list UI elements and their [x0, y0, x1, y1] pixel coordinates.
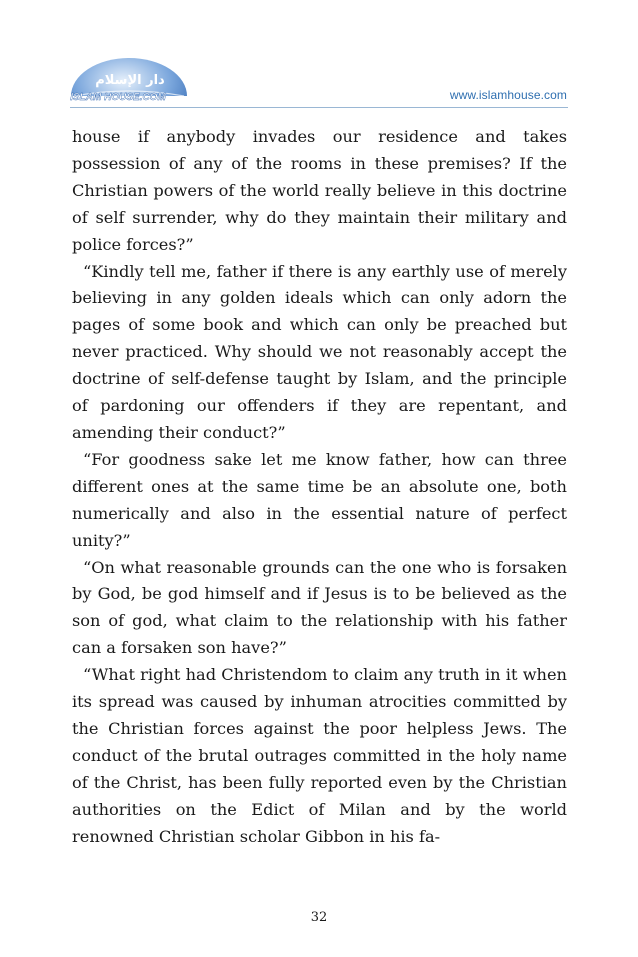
globe-logo-icon — [66, 56, 188, 108]
logo-arabic-text: دار الإسلام — [95, 73, 165, 88]
paragraph-what-right: “What right had Christendom to claim any truth in it when its spread was caused by inhuman atrocities committed by the Christian forces against the poor helpless Jews. The conduct of the brutal outrages committed in the holy name of the Christ, has been fully reported even by the Christian authorities on the Edict of Milan and by the world renowned Christian scholar Gibbon in his fa- — [72, 665, 567, 846]
paragraph-for-goodness-sake: “For goodness sake let me know father, how can three different ones at the same time be an absolute one, both numerically and also in the essential nature of perfect unity?” — [72, 449, 567, 550]
paragraph-reasonable-grounds: “On what reasonable grounds can the one who is forsaken by God, be god himself and if Jesus is to be believed as the son of god, what claim to the relationship with his father can a forsaken son have?” — [72, 557, 567, 658]
page-number: 32 — [310, 910, 328, 925]
islamhouse-logo[interactable] — [66, 56, 188, 108]
page-header — [0, 0, 638, 120]
body-text — [72, 124, 567, 850]
paragraph-continuation: house if anybody invades our residence and takes possession of any of the rooms in these premises? If the Christian powers of the world really believe in this doctrine of self surrender, why do they maintain their military and police forces?” — [72, 127, 567, 254]
paragraph-kindly-tell-me: “Kindly tell me, father if there is any earthly use of merely believing in any golden ideals which can only adorn the pages of some book and which can only be preached but never practiced. Why should we not reasonably accept the doctrine of self-defense taught by Islam, and the principle of pardoning our offenders if they are repentant, and amending their conduct?” — [72, 261, 567, 442]
logo-latin-text: ISLAM HOUSE.COM — [70, 92, 166, 103]
header-divider — [70, 107, 568, 108]
site-url-link[interactable]: www.islamhouse.com — [449, 88, 567, 102]
